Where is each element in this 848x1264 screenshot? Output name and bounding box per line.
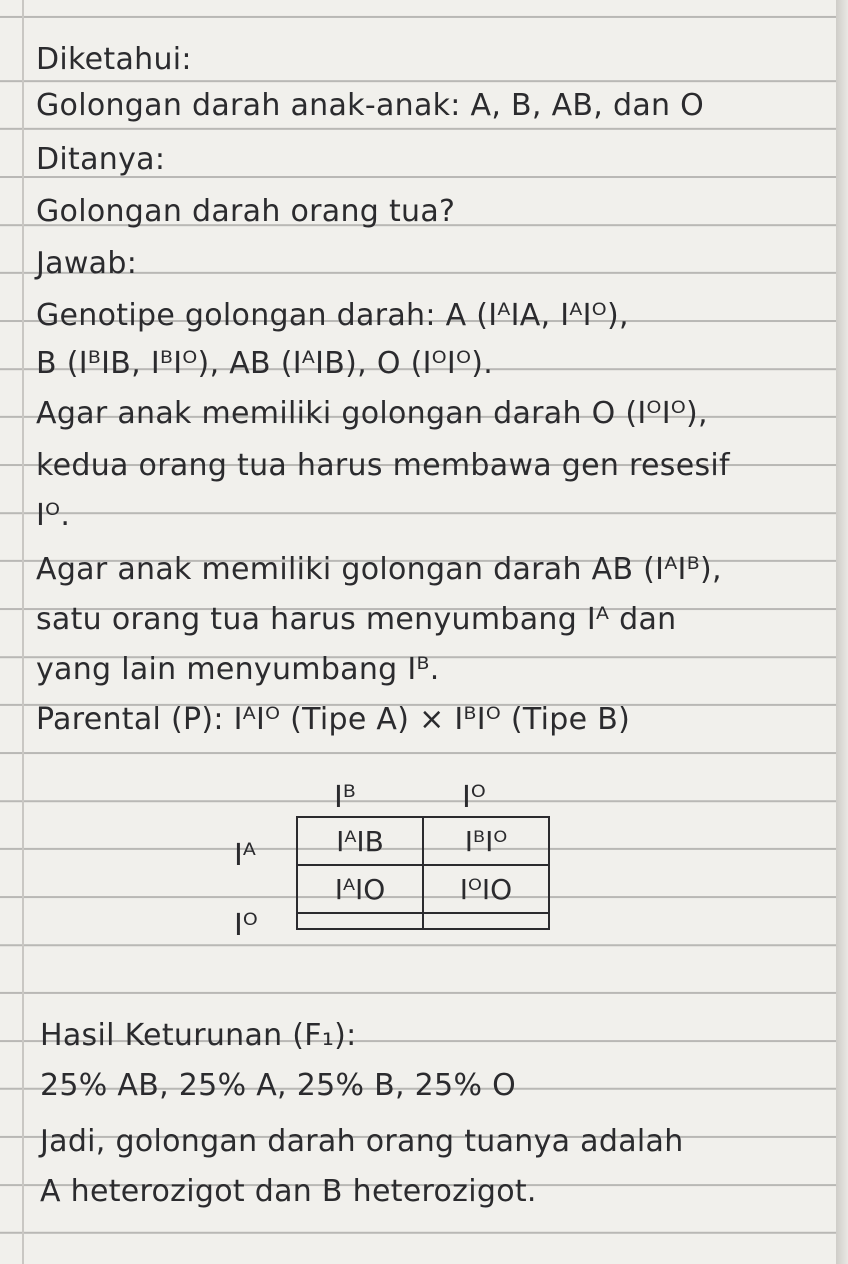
punnett-square bbox=[296, 816, 550, 930]
punnett-cell-empty bbox=[423, 913, 549, 929]
text-line-3: Ditanya: bbox=[36, 142, 166, 177]
page-edge bbox=[836, 0, 848, 1264]
text-line-6: Genotipe golongan darah: A (IᴬIA, IᴬIᴼ), bbox=[36, 298, 629, 333]
result-line-2: 25% AB, 25% A, 25% B, 25% O bbox=[40, 1068, 517, 1103]
punnett-row-header-2: Iᴼ bbox=[234, 908, 258, 943]
margin-line bbox=[22, 0, 24, 1264]
text-line-12: satu orang tua harus menyumbang Iᴬ dan bbox=[36, 602, 677, 637]
result-line-1: Hasil Keturunan (F₁): bbox=[40, 1018, 357, 1053]
text-line-8: Agar anak memiliki golongan darah O (IᴼIᴼ), bbox=[36, 396, 708, 431]
text-line-2: Golongan darah anak-anak: A, B, AB, dan O bbox=[36, 88, 705, 123]
punnett-cell: IᴬIO bbox=[297, 865, 423, 913]
result-line-4: A heterozigot dan B heterozigot. bbox=[40, 1174, 537, 1209]
punnett-col-header-2: Iᴼ bbox=[462, 780, 486, 815]
text-line-13: yang lain menyumbang Iᴮ. bbox=[36, 652, 440, 687]
punnett-cell-empty bbox=[297, 913, 423, 929]
punnett-cell: IᴮIᴼ bbox=[423, 817, 549, 865]
punnett-cell: IᴼIO bbox=[423, 865, 549, 913]
text-line-10: Iᴼ. bbox=[36, 498, 71, 533]
text-line-9: kedua orang tua harus membawa gen resesif bbox=[36, 448, 730, 483]
punnett-row-header-1: Iᴬ bbox=[234, 838, 256, 873]
punnett-col-header-1: Iᴮ bbox=[334, 780, 356, 815]
text-line-11: Agar anak memiliki golongan darah AB (IᴬIᴮ), bbox=[36, 552, 722, 587]
text-line-7: B (IᴮIB, IᴮIᴼ), AB (IᴬIB), O (IᴼIᴼ). bbox=[36, 346, 494, 381]
text-line-14: Parental (P): IᴬIᴼ (Tipe A) × IᴮIᴼ (Tipe B) bbox=[36, 702, 631, 737]
text-line-4: Golongan darah orang tua? bbox=[36, 194, 456, 229]
result-line-3: Jadi, golongan darah orang tuanya adalah bbox=[40, 1124, 684, 1159]
text-line-5: Jawab: bbox=[36, 246, 138, 281]
punnett-cell: IᴬIB bbox=[297, 817, 423, 865]
text-line-1: Diketahui: bbox=[36, 42, 192, 77]
